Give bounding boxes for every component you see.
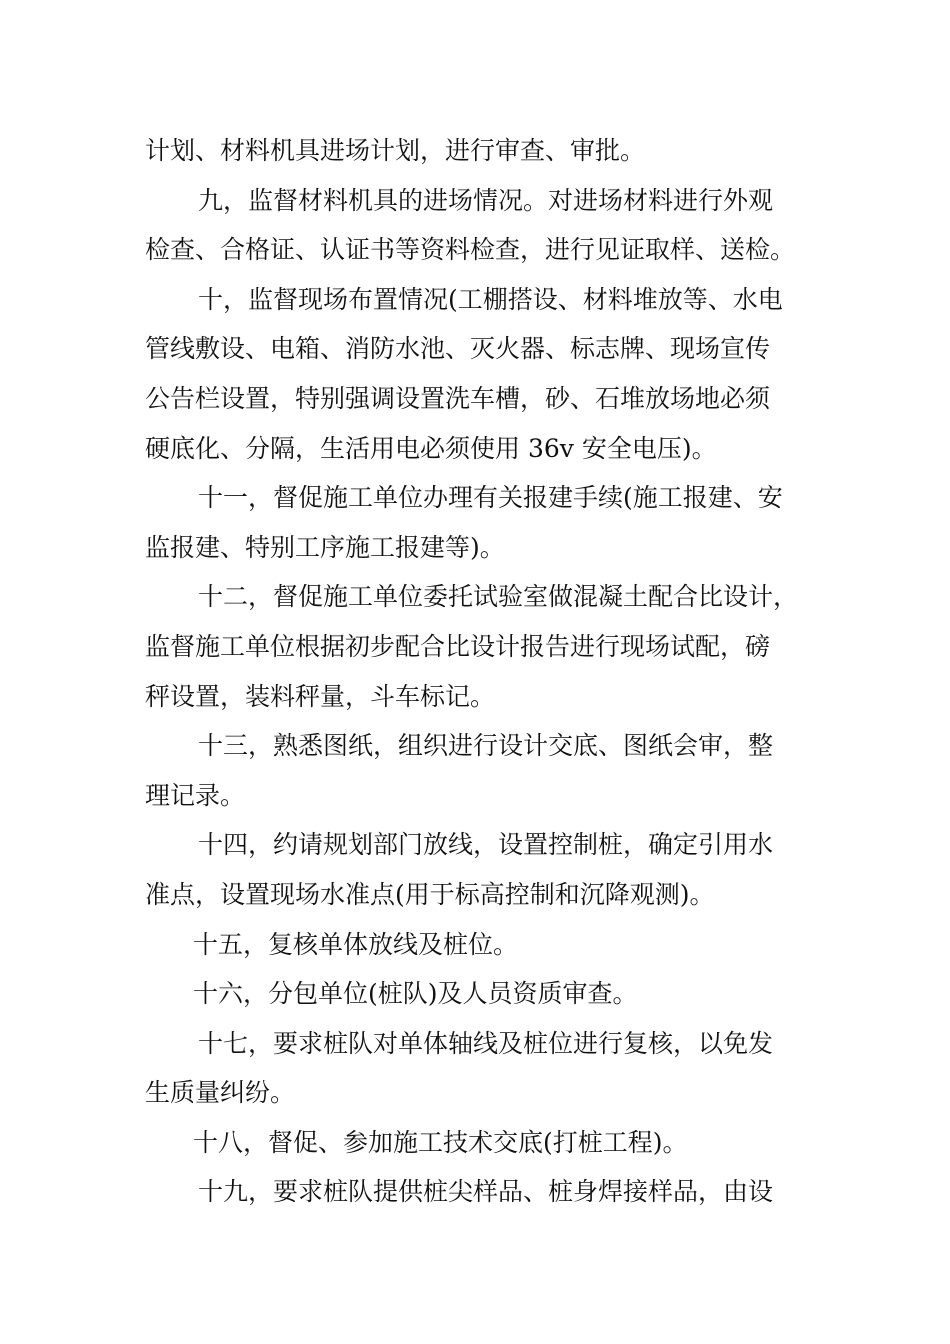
text-line: 计划、材料机具进场计划，进行审查、审批。 bbox=[145, 136, 646, 165]
paragraph-start-line: 九，监督材料机具的进场情况。对进场材料进行外观 bbox=[198, 185, 774, 215]
document-body bbox=[145, 126, 813, 1217]
paragraph-start-line: 十三，熟悉图纸，组织进行设计交底、图纸会审，整 bbox=[198, 731, 774, 761]
paragraph-start-line: 十五，复核单体放线及桩位。 bbox=[193, 929, 519, 959]
text-line: 监督施工单位根据初步配合比设计报告进行现场试配，磅 bbox=[145, 631, 771, 661]
paragraph-start-line: 十二，督促施工单位委托试验室做混凝土配合比设计， bbox=[198, 582, 799, 612]
paragraph-start-line: 十六，分包单位(桩队)及人员资质审查。 bbox=[193, 979, 638, 1009]
text-line: 公告栏设置，特别强调设置洗车槽，砂、石堆放场地必须 bbox=[145, 383, 771, 413]
paragraph-start-line: 十，监督现场布置情况(工棚搭设、材料堆放等、水电 bbox=[198, 284, 783, 314]
text-line: 准点，设置现场水准点(用于标高控制和沉降观测)。 bbox=[145, 879, 715, 909]
text-line: 秤设置，装料秤量，斗车标记。 bbox=[145, 681, 496, 711]
text-line: 生质量纠纷。 bbox=[145, 1078, 296, 1108]
text-line: 检查、合格证、认证书等资料检查，进行见证取样、送检。 bbox=[145, 235, 796, 265]
text-line: 管线敷设、电箱、消防水池、灭火器、标志牌、现场宣传 bbox=[145, 334, 771, 364]
paragraph-start-line: 十九，要求桩队提供桩尖样品、桩身焊接样品，由设 bbox=[198, 1177, 774, 1207]
paragraph-start-line: 十四，约请规划部门放线，设置控制桩，确定引用水 bbox=[198, 830, 774, 860]
paragraph-start-line: 十一，督促施工单位办理有关报建手续(施工报建、安 bbox=[198, 483, 783, 513]
text-line: 监报建、特别工序施工报建等)。 bbox=[145, 532, 505, 562]
text-line: 硬底化、分隔，生活用电必须使用 36v 安全电压)。 bbox=[145, 433, 717, 463]
text-line: 理记录。 bbox=[145, 780, 246, 810]
paragraph-start-line: 十七，要求桩队对单体轴线及桩位进行复核，以免发 bbox=[198, 1028, 774, 1058]
paragraph-start-line: 十八，督促、参加施工技术交底(打桩工程)。 bbox=[193, 1127, 688, 1157]
